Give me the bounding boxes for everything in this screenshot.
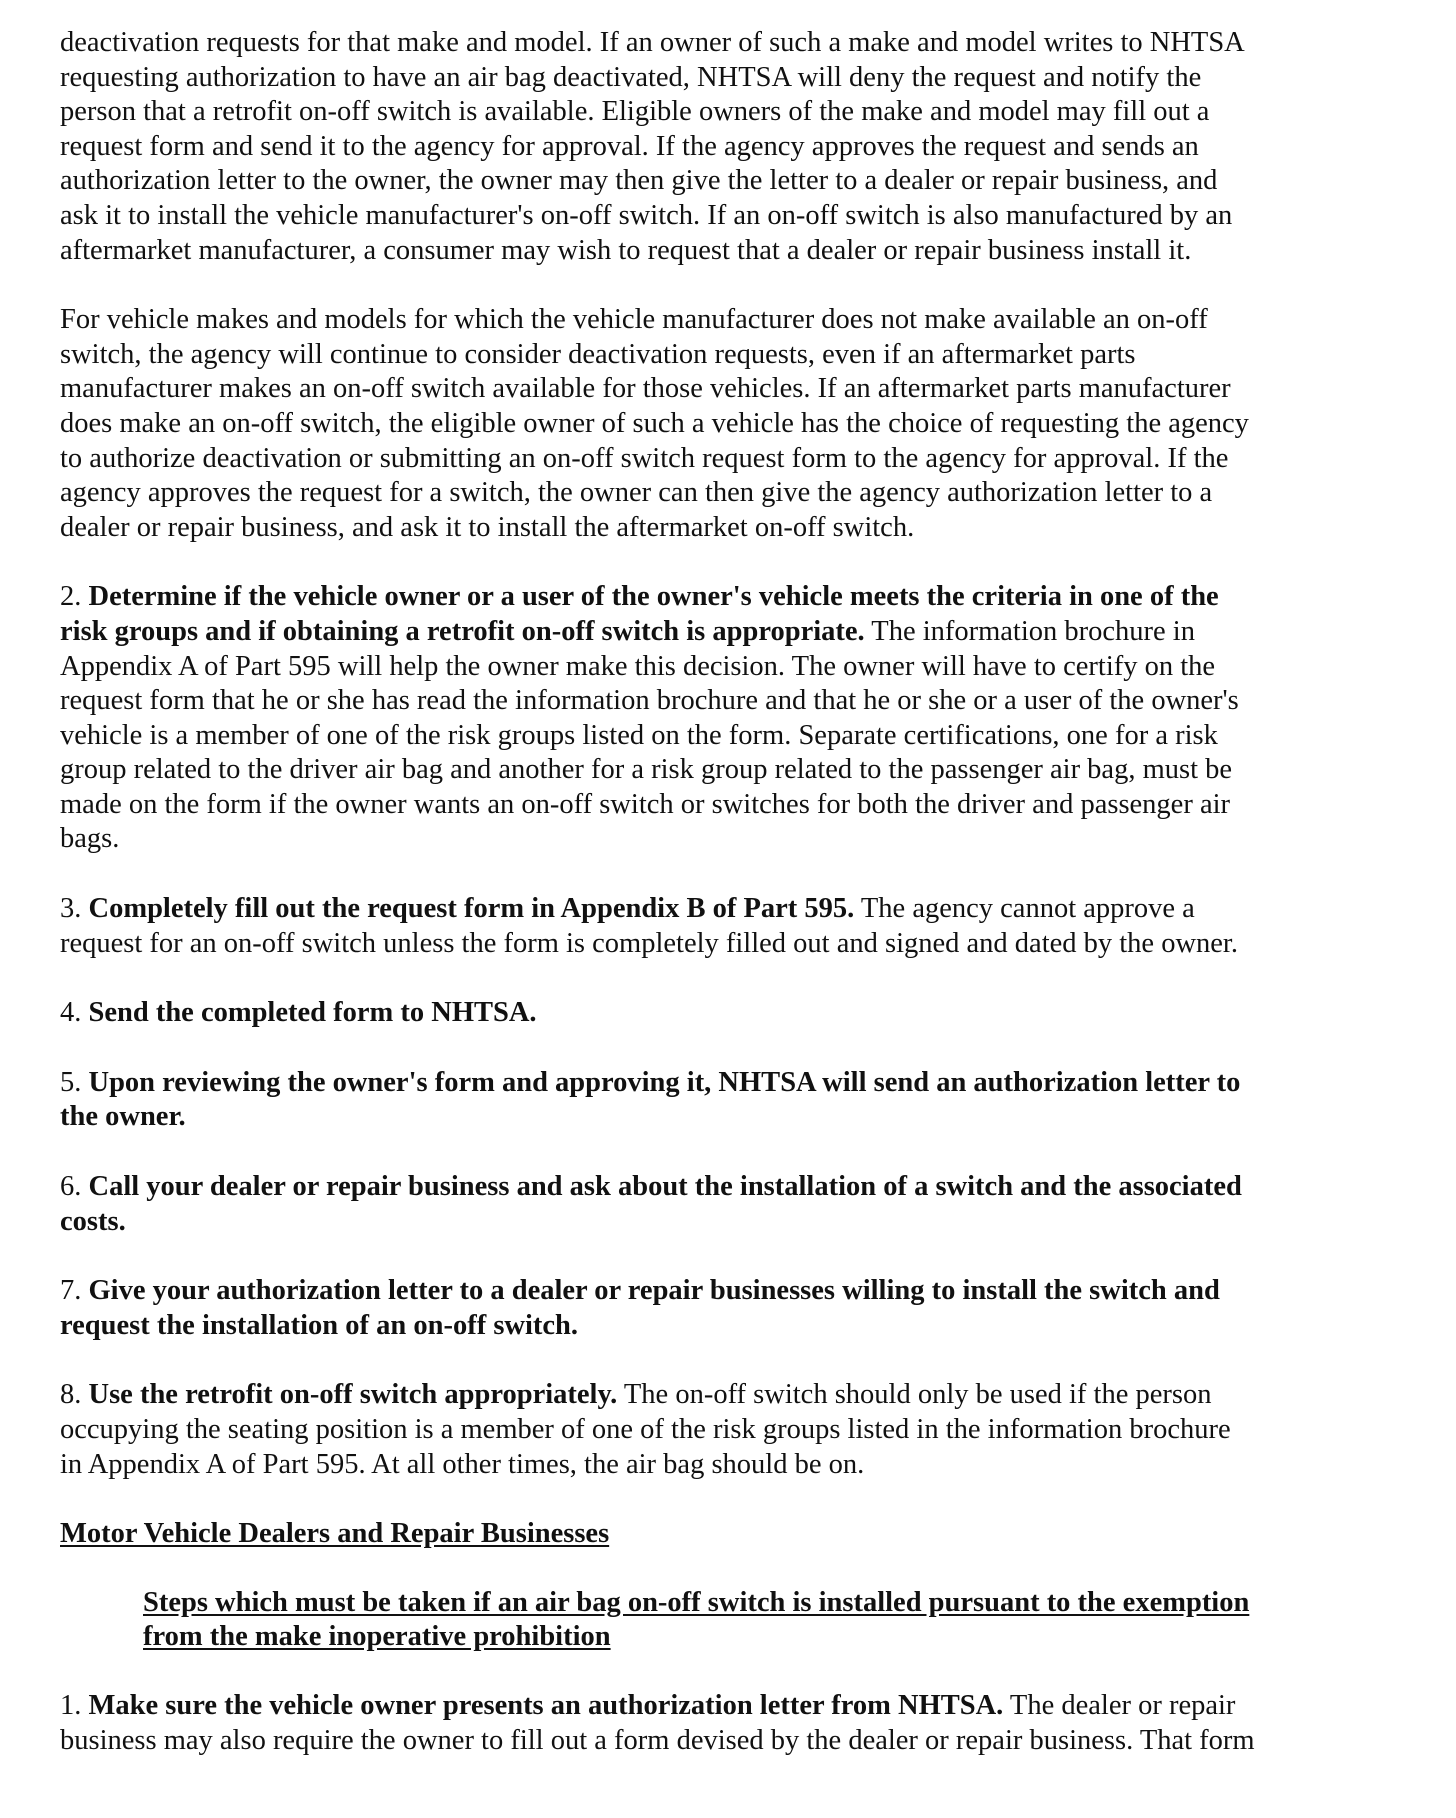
step-title: Give your authorization letter to a dealer or repair businesses willing to install the switch and — [88, 1275, 1220, 1307]
step-number: 4. — [60, 997, 89, 1029]
text-line: request for an on-off switch unless the form is completely filled out and signed and dated by the owner. — [60, 927, 1238, 959]
step-body: The agency cannot approve a — [854, 893, 1195, 925]
text-line: request form and send it to the agency for approval. If the agency approves the request and sends an — [60, 130, 1199, 162]
text-line: deactivation requests for that make and model. If an owner of such a make and model writes to NHTSA — [60, 27, 1245, 58]
step-2 — [60, 580, 1408, 857]
step-4 — [60, 996, 1408, 1031]
text-line: dealer or repair business, and ask it to install the aftermarket on-off switch. — [60, 511, 915, 543]
text-line: vehicle is a member of one of the risk groups listed on the form. Separate certifications, one for a risk — [60, 719, 1218, 751]
text-line: group related to the driver air bag and another for a risk group related to the passenger air bag, must be — [60, 754, 1233, 786]
step-title: costs. — [60, 1205, 126, 1237]
text-line: to authorize deactivation or submitting an on-off switch request form to the agency for approval. If the — [60, 442, 1229, 474]
text-line: person that a retrofit on-off switch is available. Eligible owners of the make and model may fill out a — [60, 96, 1210, 128]
step-title: Upon reviewing the owner's form and approving it, NHTSA will send an authorization letter to — [88, 1066, 1241, 1098]
subheading-text: from the make inoperative prohibition — [143, 1621, 611, 1653]
step-title: Make sure the vehicle owner presents an authorization letter from NHTSA. — [88, 1689, 1004, 1721]
step-6 — [60, 1170, 1408, 1239]
step-title: request the installation of an on-off switch. — [60, 1309, 579, 1341]
text-line: agency approves the request for a switch, the owner can then give the agency authorization letter to a — [60, 477, 1213, 509]
section-heading-text: Motor Vehicle Dealers and Repair Businesses — [60, 1518, 610, 1550]
text-line: made on the form if the owner wants an on-off switch or switches for both the driver and passenger air — [60, 788, 1231, 820]
paragraph-deactivation-requests — [60, 26, 1408, 268]
subheading-text: Steps which must be taken if an air bag on-off switch is installed pursuant to the exemption — [143, 1586, 1250, 1618]
text-line: authorization letter to the owner, the owner may then give the letter to a dealer or repair business, and — [60, 165, 1218, 197]
text-line: ask it to install the vehicle manufacturer's on-off switch. If an on-off switch is also manufactured by an — [60, 199, 1233, 231]
step-number: 1. — [60, 1689, 89, 1721]
step-7 — [60, 1274, 1408, 1343]
step-title: Call your dealer or repair business and ask about the installation of a switch and the associated — [88, 1171, 1242, 1203]
step-body: The dealer or repair — [1003, 1689, 1236, 1721]
text-line: business may also require the owner to fill out a form devised by the dealer or repair business. That form — [60, 1724, 1255, 1756]
subheading — [60, 1586, 1408, 1655]
step-body: The information brochure in — [864, 615, 1195, 647]
text-line: bags. — [60, 823, 120, 855]
text-line: occupying the seating position is a member of one of the risk groups listed in the information brochure — [60, 1414, 1231, 1445]
step-number: 7. — [60, 1275, 89, 1307]
step-3 — [60, 892, 1408, 961]
text-line: does make an on-off switch, the eligible owner of such a vehicle has the choice of requesting the agency — [60, 407, 1249, 439]
step-number: 6. — [60, 1171, 89, 1203]
text-line: Appendix A of Part 595 will help the owner make this decision. The owner will have to certify on the — [60, 650, 1216, 682]
step-number: 3. — [60, 893, 89, 925]
step-title: Completely fill out the request form in Appendix B of Part 595. — [88, 893, 855, 925]
step-title: the owner. — [60, 1101, 186, 1133]
step-title: Send the completed form to NHTSA. — [88, 997, 537, 1029]
step-number: 5. — [60, 1066, 89, 1098]
text-line: aftermarket manufacturer, a consumer may wish to request that a dealer or repair business install it. — [60, 234, 1192, 266]
step-title: Determine if the vehicle owner or a user of the owner's vehicle meets the criteria in one of the — [88, 581, 1219, 613]
document-page — [60, 26, 1408, 1793]
text-line: manufacturer makes an on-off switch available for those vehicles. If an aftermarket parts manufacturer — [60, 373, 1231, 405]
paragraph-aftermarket-switch — [60, 303, 1408, 545]
step-number: 2. — [60, 581, 89, 613]
section-heading — [60, 1517, 1408, 1552]
step-title: risk groups and if obtaining a retrofit on-off switch is appropriate. — [60, 615, 865, 647]
text-line: For vehicle makes and models for which the vehicle manufacturer does not make available an on-off — [60, 304, 1208, 336]
step-body: The on-off switch should only be used if the person — [617, 1379, 1212, 1411]
step-title: Use the retrofit on-off switch appropriately. — [88, 1379, 618, 1411]
text-line: switch, the agency will continue to consider deactivation requests, even if an aftermarket parts — [60, 338, 1136, 370]
dealer-step-1 — [60, 1689, 1408, 1758]
text-line: request form that he or she has read the information brochure and that he or she or a user of the owner's — [60, 685, 1239, 717]
step-8 — [60, 1378, 1408, 1482]
step-5 — [60, 1066, 1408, 1135]
text-line: requesting authorization to have an air bag deactivated, NHTSA will deny the request and notify the — [60, 61, 1202, 93]
step-number: 8. — [60, 1379, 89, 1411]
text-line: in Appendix A of Part 595. At all other times, the air bag should be on. — [60, 1448, 865, 1480]
